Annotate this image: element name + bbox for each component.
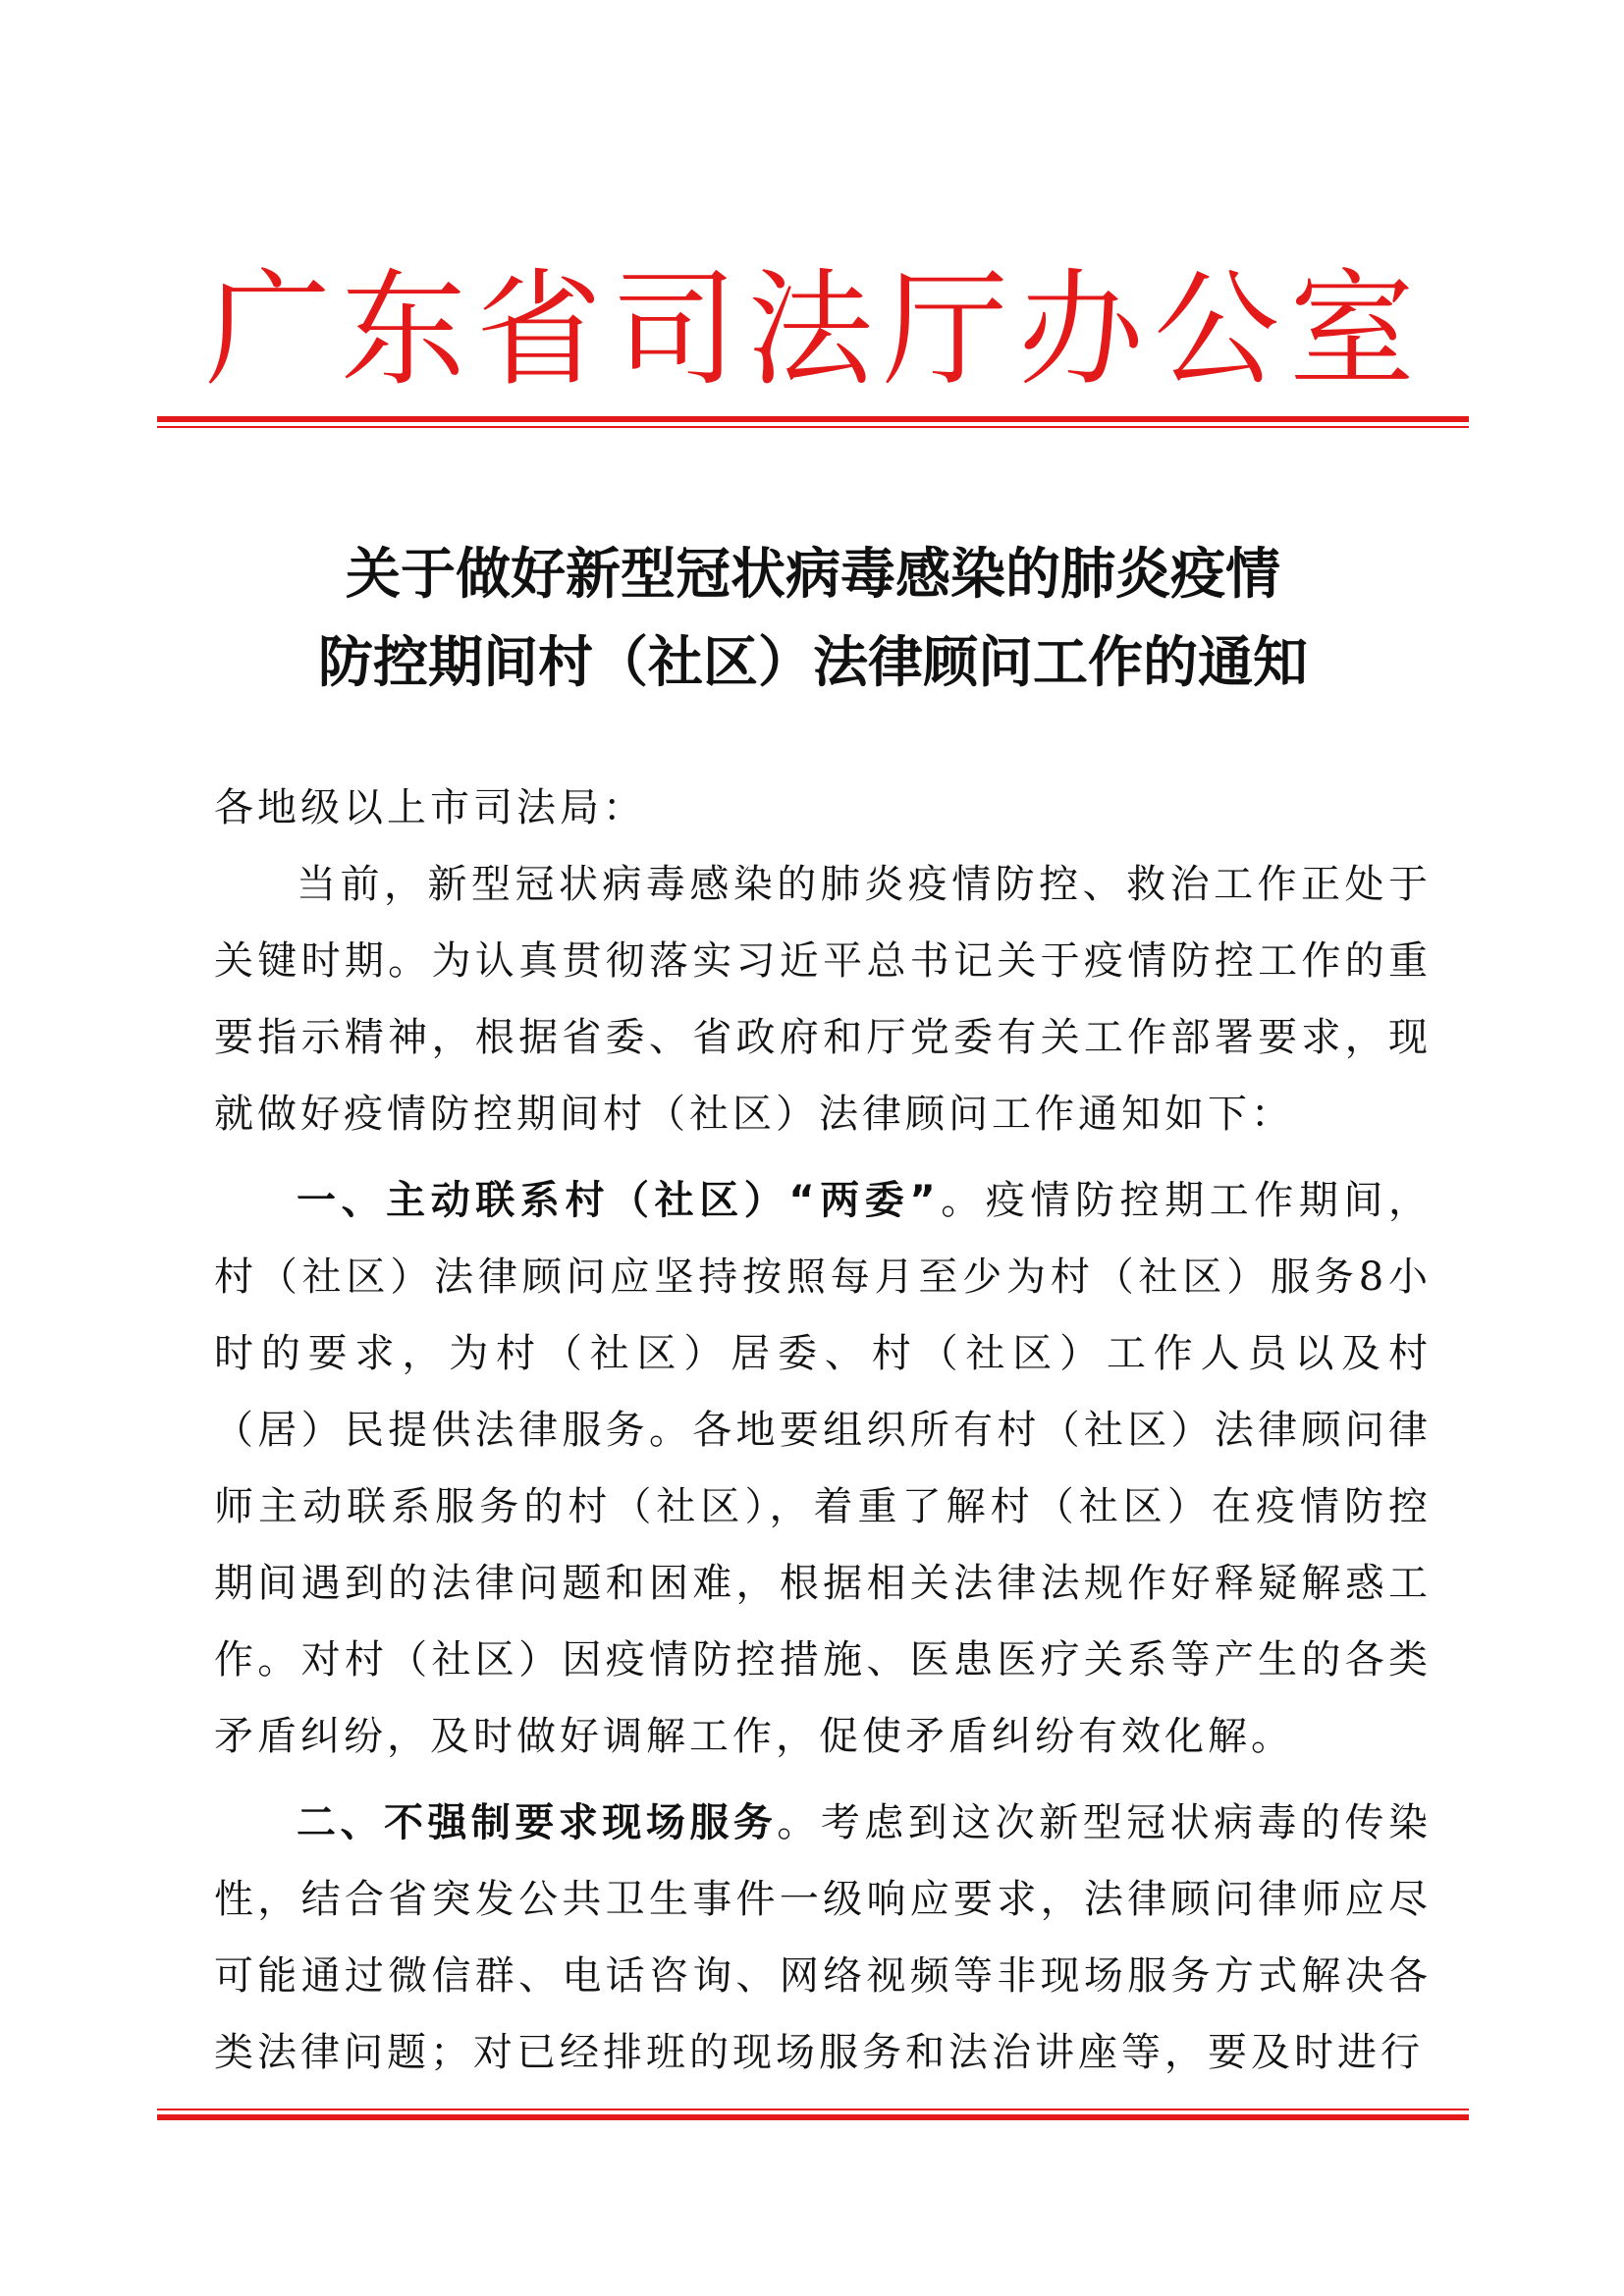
page-divider-bottom	[157, 2109, 1469, 2124]
section-paragraph-1	[214, 1162, 1432, 1775]
document-body	[214, 770, 1432, 2091]
intro-paragraph: 当前，新型冠状病毒感染的肺炎疫情防控、救治工作正处于关键时期。为认真贯彻落实习近平总书记关于疫情防控工作的重要指示精神，根据省委、省政府和厅党委有关工作部署要求，现就做好疫情防控期间村（社区）法律顾问工作通知如下：	[214, 862, 1432, 1137]
document-title-line-1: 关于做好新型冠状病毒感染的肺炎疫情	[346, 542, 1280, 607]
org-letterhead: 广东省司法厅办公室	[204, 257, 1425, 403]
section-heading-2: 二、不强制要求现场服务	[297, 1800, 778, 1845]
paragraph-spacer	[214, 1152, 1432, 1162]
divider-thin-line	[157, 2109, 1469, 2110]
document-title-line-2: 防控期间村（社区）法律顾问工作的通知	[318, 630, 1308, 695]
section-heading-1: 一、主动联系村（社区）“两委”	[297, 1178, 940, 1223]
document-title	[157, 530, 1469, 707]
divider-thick-line	[157, 416, 1469, 422]
section-text-2: 。考虑到这次新型冠状病毒的传染性，结合省突发公共卫生事件一级响应要求，法律顾问律师应尽可能通过微信群、电话咨询、网络视频等非现场服务方式解决各类法律问题；对已经排班的现场服务和法治讲座等，要及时进行	[214, 1800, 1433, 2075]
divider-thick-line	[157, 2114, 1469, 2120]
section-paragraph-2	[214, 1785, 1432, 2091]
salutation: 各地级以上市司法局：	[214, 785, 646, 830]
section-text-1: 。疫情防控期工作期间，村（社区）法律顾问应坚持按照每月至少为村（社区）服务8小时的要求，为村（社区）居委、村（社区）工作人员以及村（居）民提供法律服务。各地要组织所有村（社区）法律顾问律师主动联系服务的村（社区），着重了解村（社区）在疫情防控期间遇到的法律问题和困难，根据相关法律法规作好释疑解惑工作。对村（社区）因疫情防控措施、医患医疗关系等产生的各类矛盾纠纷，及时做好调解工作，促使矛盾纠纷有效化解。	[214, 1178, 1433, 1759]
letterhead-divider-top	[157, 416, 1469, 432]
paragraph-spacer	[214, 1775, 1432, 1785]
divider-thin-line	[157, 426, 1469, 428]
